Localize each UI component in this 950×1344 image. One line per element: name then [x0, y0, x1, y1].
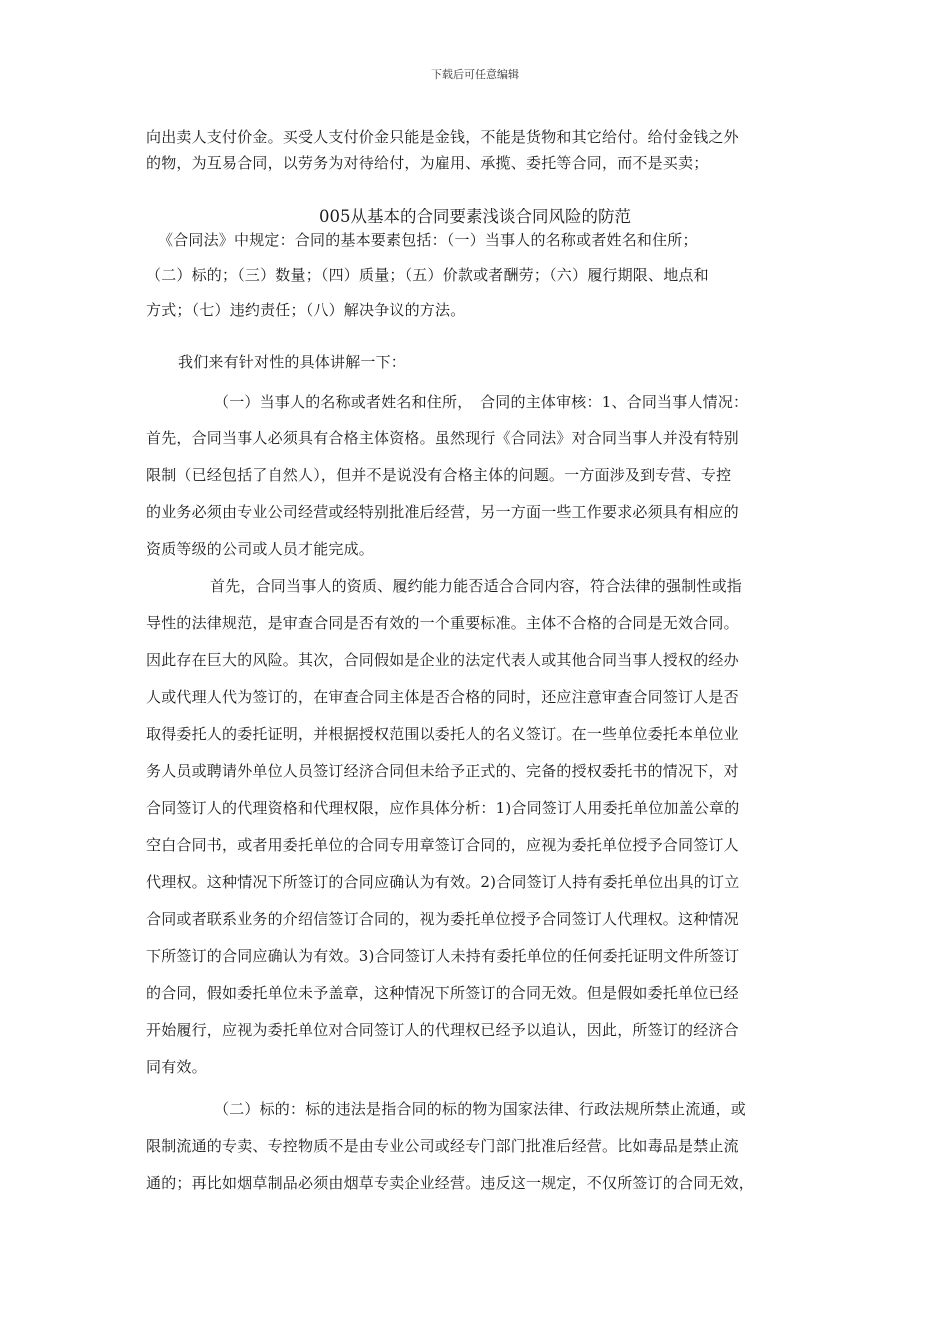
- body-line: 代理权。这种情况下所签订的合同应确认为有效。2)合同签订人持有委托单位出具的订立: [146, 873, 740, 891]
- body-line: （二）标的：标的违法是指合同的标的物为国家法律、行政法规所禁止流通，或: [214, 1100, 747, 1118]
- body-line: 合同签订人的代理资格和代理权限，应作具体分析：1)合同签订人用委托单位加盖公章的: [146, 799, 740, 817]
- body-line: 开始履行，应视为委托单位对合同签订人的代理权已经予以追认，因此，所签订的经济合: [146, 1021, 739, 1039]
- body-line: 限制（已经包括了自然人），但并不是说没有合格主体的问题。一方面涉及到专营、专控: [146, 466, 732, 484]
- body-line: 务人员或聘请外单位人员签订经济合同但未给予正式的、完备的授权委托书的情况下，对: [146, 762, 739, 780]
- body-line: 因此存在巨大的风险。其次，合同假如是企业的法定代表人或其他合同当事人授权的经办: [146, 651, 739, 669]
- body-line: 限制流通的专卖、专控物质不是由专业公司或经专门部门批准后经营。比如毒品是禁止流: [146, 1137, 739, 1155]
- body-line: 导性的法律规范，是审查合同是否有效的一个重要标准。主体不合格的合同是无效合同。: [146, 614, 739, 632]
- body-line: 的物，为互易合同，以劳务为对待给付，为雇用、承揽、委托等合同，而不是买卖；: [146, 154, 709, 172]
- body-line: 我们来有针对性的具体讲解一下：: [178, 353, 407, 371]
- body-line: 空白合同书，或者用委托单位的合同专用章签订合同的，应视为委托单位授予合同签订人: [146, 836, 739, 854]
- body-line: 的业务必须由专业公司经营或经特别批准后经营，另一方面一些工作要求必须具有相应的: [146, 503, 739, 521]
- body-line: 向出卖人支付价金。买受人支付价金只能是金钱，不能是货物和其它给付。给付金钱之外: [146, 128, 739, 146]
- body-line: 取得委托人的委托证明，并根据授权范围以委托人的名义签订。在一些单位委托本单位业: [146, 725, 739, 743]
- body-line: 的合同，假如委托单位未予盖章，这种情况下所签订的合同无效。但是假如委托单位已经: [146, 984, 739, 1002]
- body-line: 《合同法》中规定：合同的基本要素包括：（一）当事人的名称或者姓名和住所；: [158, 231, 698, 249]
- page-header: 下载后可任意编辑: [431, 68, 519, 81]
- body-line: 人或代理人代为签订的，在审查合同主体是否合格的同时，还应注意审查合同签订人是否: [146, 688, 739, 706]
- body-line: 下所签订的合同应确认为有效。3)合同签订人未持有委托单位的任何委托证明文件所签订: [146, 947, 740, 965]
- body-line: 资质等级的公司或人员才能完成。: [146, 540, 375, 558]
- body-line: 合同或者联系业务的介绍信签订合同的，视为委托单位授予合同签订人代理权。这种情况: [146, 910, 739, 928]
- body-line: （一）当事人的名称或者姓名和住所， 合同的主体审核：1、合同当事人情况：: [214, 393, 749, 411]
- body-line: （二）标的；（三）数量；（四）质量；（五）价款或者酬劳；（六）履行期限、地点和: [146, 266, 709, 284]
- body-line: 方式；（七）违约责任；（八）解决争议的方法。: [146, 301, 466, 319]
- body-line: 通的；再比如烟草制品必须由烟草专卖企业经营。违反这一规定，不仅所签订的合同无效，: [146, 1174, 755, 1192]
- body-line: 同有效。: [146, 1058, 207, 1076]
- body-line: 首先，合同当事人必须具有合格主体资格。虽然现行《合同法》对合同当事人并没有特别: [146, 429, 739, 447]
- section-title: 005从基本的合同要素浅谈合同风险的防范: [319, 207, 631, 226]
- body-line: 首先，合同当事人的资质、履约能力能否适合合同内容，符合法律的强制性或指: [210, 577, 743, 595]
